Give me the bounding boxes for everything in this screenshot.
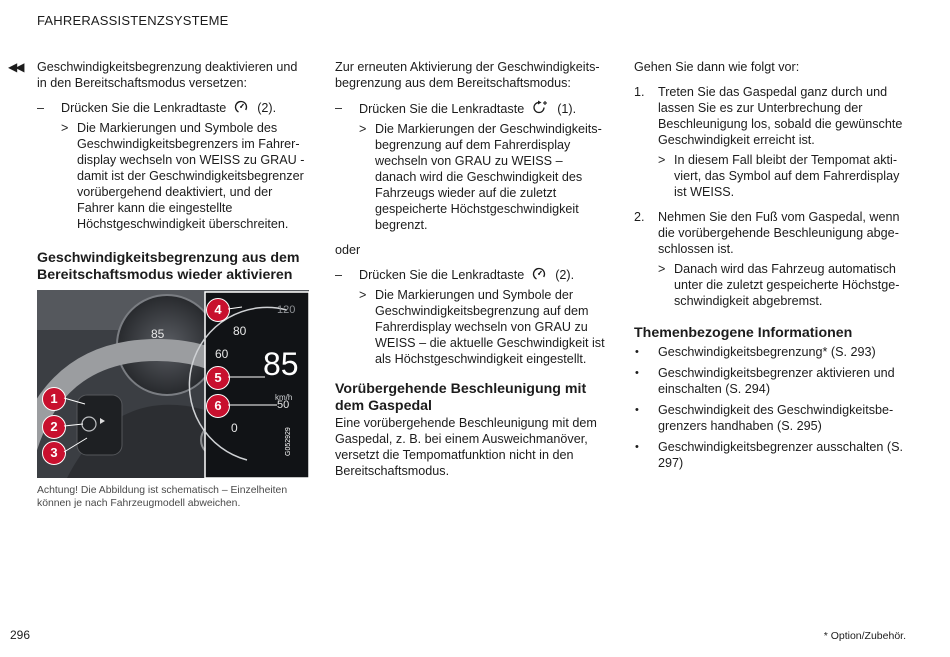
tick-80: 80 (233, 324, 247, 338)
related-link-text: Geschwindigkeitsbegrenzung* (S. 293) (658, 345, 876, 359)
bullet-marker: • (635, 346, 639, 358)
bullet-marker: • (635, 441, 639, 453)
related-link[interactable] (634, 402, 910, 434)
result-marker: > (658, 153, 666, 167)
section-heading: Geschwindigkeitsbegrenzung aus dem Bereitschaftsmodus wieder aktivieren (37, 250, 300, 283)
resume-button-icon (532, 100, 548, 115)
page-number: 296 (10, 628, 31, 642)
result-marker: > (658, 262, 666, 276)
result-item (634, 152, 910, 200)
step-item (335, 100, 607, 117)
speed-unit: km/h (275, 393, 293, 402)
callout-3: 3 (42, 441, 66, 465)
intro-text: Geschwindigkeitsbegrenzung deaktivieren und in den Bereitschaftsmodus versetzen: (37, 60, 298, 90)
tick-0: 0 (231, 421, 238, 435)
figure-caption: Achtung! Die Abbildung ist schematisch – Einzelheiten können je nach Fahrzeugmodell abweichen. (37, 485, 288, 509)
related-link-text: Geschwindigkeit des Geschwindigkeitsbegrenzers handhaben (S. 295) (658, 403, 894, 433)
related-link-text: Geschwindigkeitsbegrenzer ausschalten (S. 297) (658, 440, 904, 470)
related-link[interactable] (634, 365, 910, 397)
item-number: 2. (634, 210, 645, 224)
item-text: Treten Sie das Gaspedal ganz durch und lassen Sie es zur Unterbrechung der Beschleunigung los, sobald die gewünschte Geschwindigkeit erreicht ist. (658, 85, 903, 147)
result-marker: > (61, 121, 69, 135)
tick-50: 50 (277, 399, 290, 411)
speedometer-button-icon (532, 267, 546, 281)
tick-60: 60 (215, 347, 229, 361)
step-ref: (2). (257, 101, 277, 115)
dash-marker: – (37, 101, 45, 115)
column-3 (634, 59, 910, 471)
result-item (37, 120, 309, 232)
dash-marker: – (335, 268, 343, 282)
result-marker: > (359, 288, 367, 302)
step-item (37, 100, 309, 116)
callout-4: 4 (206, 298, 230, 322)
bullet-marker: • (635, 404, 639, 416)
step-ref: (2). (555, 268, 575, 282)
dash-marker: – (335, 101, 343, 115)
result-text: Die Markierungen und Symbole der Geschwindigkeitsbegrenzung auf dem Fahrerdisplay wechseln von GRAU zu WEISS – die aktuelle Geschwindigkeit ist als Höchstgeschwindigkeit eingestellt. (375, 288, 605, 366)
step-item (335, 267, 607, 283)
or-text: oder (335, 243, 361, 257)
related-link[interactable] (634, 344, 910, 360)
result-text: In diesem Fall bleibt der Tempomat aktiviert, das Symbol auf dem Fahrerdisplay ist WEISS. (674, 153, 900, 199)
numbered-item (634, 84, 910, 148)
related-link-text: Geschwindigkeitsbegrenzer aktivieren und einschalten (S. 294) (658, 366, 895, 396)
figure-id: G052929 (281, 427, 297, 456)
callout-2: 2 (42, 415, 66, 439)
gauge-small-value: 85 (151, 327, 165, 341)
step-text: Drücken Sie die Lenkradtaste (61, 101, 227, 115)
step-ref: (1). (557, 102, 577, 116)
item-text: Nehmen Sie den Fuß vom Gaspedal, wenn die vorübergehende Beschleunigung abgeschlossen ist. (658, 210, 900, 256)
result-item (335, 121, 607, 233)
result-text: Die Markierungen der Geschwindigkeitsbegrenzung auf dem Fahrerdisplay wechseln von GRAU zu WEISS – danach wird die Geschwindigkeit des Fahrzeugs wieder auf die zuletzt gespeicherte Höchstgeschwindigkeit begrenzt. (375, 122, 602, 232)
callout-5: 5 (206, 366, 230, 390)
numbered-item (634, 209, 910, 257)
column-2 (335, 59, 607, 479)
continued-marker: ◀◀ (8, 60, 23, 74)
body-text: Eine vorübergehende Beschleunigung mit dem Gaspedal, z. B. bei einem Ausweichmanöver, versetzt die Tempomatfunktion nicht in den Bereitschaftsmodus. (335, 416, 597, 478)
callout-6: 6 (206, 394, 230, 418)
result-text: Danach wird das Fahrzeug automatisch unter die zuletzt gespeicherte Höchstgeschwindigkeit abgebremst. (674, 262, 900, 308)
related-link[interactable] (634, 439, 910, 471)
footnote: * Option/Zubehör. (823, 630, 906, 642)
intro-text: Gehen Sie dann wie folgt vor: (634, 60, 800, 74)
result-marker: > (359, 122, 367, 136)
speedometer-button-icon (234, 100, 248, 114)
gauge-big-value: 85 (263, 346, 299, 382)
callout-1: 1 (42, 387, 66, 411)
item-number: 1. (634, 85, 645, 99)
step-text: Drücken Sie die Lenkradtaste (359, 268, 525, 282)
steering-wheel-figure (37, 290, 309, 478)
intro-text: Zur erneuten Aktivierung der Geschwindigkeitsbegrenzung aus dem Bereitschaftsmodus: (335, 60, 600, 90)
page-header: FAHRERASSISTENZSYSTEME (37, 13, 229, 28)
section-heading: Vorübergehende Beschleunigung mit dem Gaspedal (335, 381, 587, 414)
related-heading: Themenbezogene Informationen (634, 325, 853, 341)
result-text: Die Markierungen und Symbole des Geschwindigkeitsbegrenzers im Fahrerdisplay wechseln von WEISS zu GRAU - damit ist der Geschwindigkeitsbegrenzer vorübergehend deaktiviert, und der Fahrer kann die eingestellte Höchstgeschwindigkeit überschreiten. (77, 121, 305, 231)
column-1 (37, 59, 309, 510)
step-text: Drücken Sie die Lenkradtaste (359, 102, 525, 116)
result-item (335, 287, 607, 367)
callout-leader-lines (37, 290, 309, 478)
bullet-marker: • (635, 367, 639, 379)
result-item (634, 261, 910, 309)
tick-120: 120 (277, 304, 296, 316)
